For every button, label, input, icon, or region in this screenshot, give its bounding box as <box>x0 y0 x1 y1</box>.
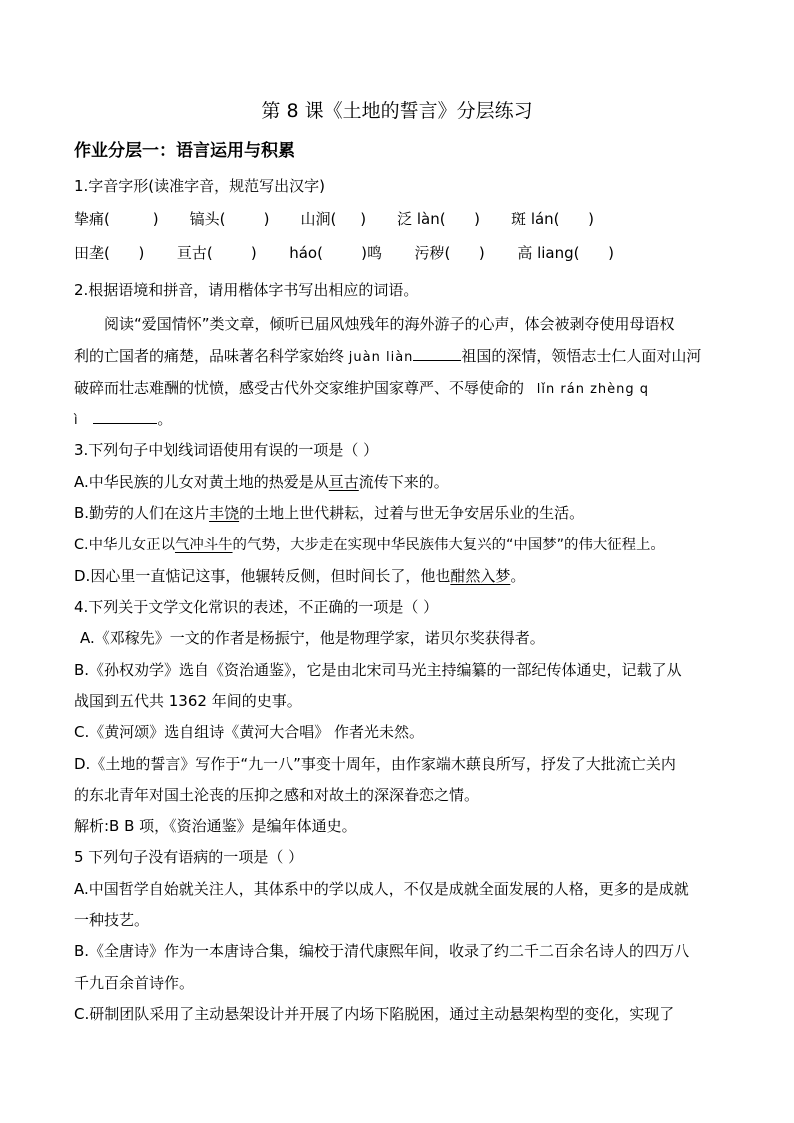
q5-stem: 5 下列句子没有语病的一项是（ ） <box>74 848 304 866</box>
q3-stem: 3.下列句子中划线词语使用有误的一项是（ ） <box>74 441 379 459</box>
q3-option-a <box>74 472 449 492</box>
q3-option-b <box>74 503 584 523</box>
q1-item: 泛 làn( ) <box>397 210 481 228</box>
q4-analysis: 解析:B B 项，《资治通鉴》是编年体通史。 <box>74 817 357 835</box>
q2-pinyin: juàn liàn <box>348 350 414 365</box>
section-heading: 作业分层一：语言运用与积累 <box>74 141 295 161</box>
q2-pinyin: ì <box>74 413 79 428</box>
q4-option-b-cont: 战国到五代共 1362 年间的史事。 <box>74 692 302 710</box>
q1-item: 挚痛( ) <box>74 210 159 228</box>
q4-option-b: B.《孙权劝学》选自《资治通鉴》，它是由北宋司马光主持编纂的一部纪传体通史，记载了从 <box>74 661 682 679</box>
q3-option-d <box>74 566 525 586</box>
q1-item: 田垄( ) <box>74 244 145 262</box>
q2-paragraph-line: 阅读“爱国情怀”类文章，倾听已届风烛残年的海外游子的心声，体会被剥夺使用母语权 <box>104 315 675 333</box>
q2-paragraph-line <box>74 409 172 431</box>
underlined-word: 气冲斗牛 <box>174 537 233 553</box>
q1-row2 <box>74 243 614 263</box>
page-title: 第 8 课《土地的誓言》分层练习 <box>261 100 533 122</box>
q5-option-a-cont: 一种技艺。 <box>74 911 150 929</box>
q3-text: 的土地上世代耕耘，过着与世无争安居乐业的生活。 <box>239 504 585 522</box>
q4-option-d-cont: 的东北青年对国土沦丧的压抑之感和对故土的深深眷恋之情。 <box>74 786 480 804</box>
q1-item: 污秽( ) <box>414 244 485 262</box>
q4-option-c: C.《黄河颂》选自组诗《黄河大合唱》 作者光未然。 <box>74 723 425 741</box>
q4-stem: 4.下列关于文学文化常识的表述，不正确的一项是（ ） <box>74 598 439 616</box>
q5-option-a: A.中国哲学自始就关注人，其体系中的学以成人，不仅是成就全面发展的人格，更多的是成就 <box>74 880 689 898</box>
q5-option-b: B.《全唐诗》作为一本唐诗合集，编校于清代康熙年间，收录了约二千二百余名诗人的四万八 <box>74 942 690 960</box>
q2-text: 祖国的深情，领悟志士仁人面对山河 <box>461 347 702 365</box>
q4-option-a: A.《邓稼先》一文的作者是杨振宁，他是物理学家，诺贝尔奖获得者。 <box>80 629 545 647</box>
q2-text: 利的亡国者的痛楚，品味著名科学家始终 <box>74 347 345 365</box>
answer-blank[interactable] <box>93 409 157 424</box>
q3-text: 。 <box>510 567 526 585</box>
q3-text: A.中华民族的儿女对黄土地的热爱是从 <box>74 473 329 491</box>
q1-item: 镐头( ) <box>189 210 270 228</box>
q2-text: 。 <box>157 410 173 428</box>
q1-row1 <box>74 209 594 229</box>
q3-text: B.勤劳的人们在这片 <box>74 504 210 522</box>
q5-option-c: C.研制团队采用了主动悬架设计并开展了内场下陷脱困，通过主动悬架构型的变化，实现了 <box>74 1005 675 1023</box>
answer-blank[interactable] <box>413 346 461 361</box>
q2-paragraph-line <box>74 378 649 400</box>
q2-paragraph-line <box>74 346 701 368</box>
q1-item: 高 liang( ) <box>517 244 614 262</box>
q1-item: 斑 lán( ) <box>511 210 594 228</box>
q3-text: 的气势，大步走在实现中华民族伟大复兴的“中国梦”的伟大征程上。 <box>232 537 665 553</box>
q1-item: 山涧( ) <box>300 210 367 228</box>
q5-option-b-cont: 千九百余首诗作。 <box>74 974 195 992</box>
underlined-word: 亘古 <box>328 473 359 491</box>
underlined-word: 丰饶 <box>209 504 240 522</box>
q2-stem: 2.根据语境和拼音，请用楷体字书写出相应的词语。 <box>74 281 419 299</box>
q3-text: D.因心里一直惦记这事，他辗转反侧，但时间长了，他也 <box>74 567 451 585</box>
q3-text: 流传下来的。 <box>358 473 449 491</box>
q1-stem: 1.字音字形(读准字音，规范写出汉字) <box>74 177 326 195</box>
underlined-word: 酣然入梦 <box>450 567 511 585</box>
q1-item: háo( )鸣 <box>289 244 382 262</box>
q4-option-d: D.《土地的誓言》写作于“九一八”事变十周年，由作家端木蕻良所写，抒发了大批流亡关内 <box>74 755 676 773</box>
q1-item: 亘古( ) <box>176 244 257 262</box>
q2-text: 破碎而壮志难酬的忧愤，感受古代外交家维护国家尊严、不辱使命的 <box>74 379 525 397</box>
q3-option-c <box>74 535 665 555</box>
q3-text: C.中华儿女正以 <box>74 537 175 553</box>
q2-pinyin: lǐn rán zhèng q <box>536 382 650 397</box>
